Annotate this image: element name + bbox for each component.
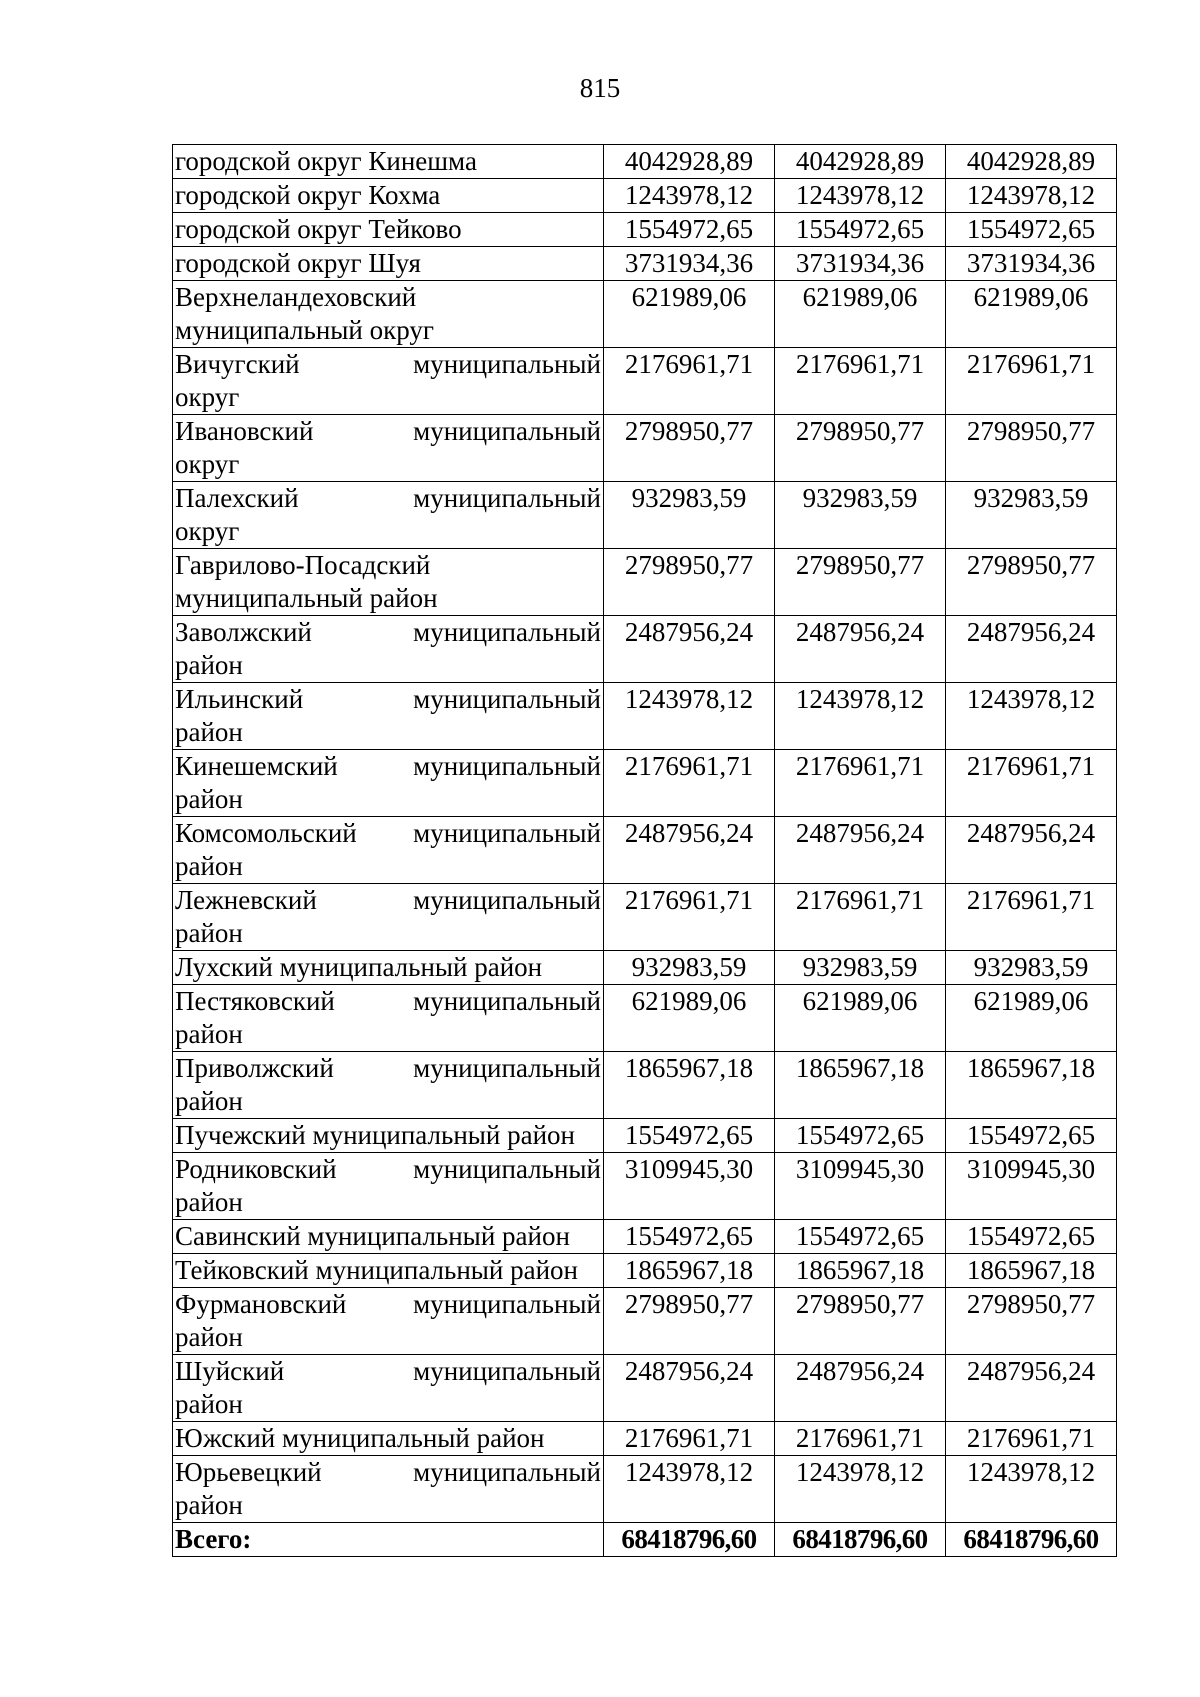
amount-cell: 2798950,77 <box>775 415 946 482</box>
municipality-name-cell: городской округ Кинешма <box>173 145 604 179</box>
amount-cell: 1243978,12 <box>946 683 1117 750</box>
amount-cell: 1243978,12 <box>946 1456 1117 1523</box>
name-line: район <box>175 918 243 948</box>
amount-cell: 2487956,24 <box>946 1355 1117 1422</box>
amount-cell: 2798950,77 <box>946 1288 1117 1355</box>
total-amount-cell: 68418796,60 <box>946 1523 1117 1557</box>
amount-cell: 2798950,77 <box>604 1288 775 1355</box>
table-row <box>173 616 1117 683</box>
name-word: муниципальный <box>413 751 601 781</box>
amount-cell: 2487956,24 <box>604 616 775 683</box>
table-row <box>173 1422 1117 1456</box>
amount-cell: 2176961,71 <box>946 750 1117 817</box>
amount-cell: 3109945,30 <box>946 1153 1117 1220</box>
allocation-table <box>172 144 1117 1557</box>
amount-cell: 4042928,89 <box>604 145 775 179</box>
amount-cell: 1554972,65 <box>946 213 1117 247</box>
name-word: муниципальный <box>413 617 601 647</box>
name-word: Родниковский <box>175 1154 337 1184</box>
page-number: 815 <box>579 73 621 103</box>
municipality-name-cell <box>173 1355 604 1422</box>
name-line: муниципальный район <box>175 583 438 613</box>
municipality-name-cell: Южский муниципальный район <box>173 1422 604 1456</box>
table-row <box>173 213 1117 247</box>
municipality-name-cell <box>173 348 604 415</box>
name-line <box>175 482 601 515</box>
amount-cell: 932983,59 <box>946 482 1117 549</box>
municipality-name-cell <box>173 1456 604 1523</box>
name-line <box>175 415 601 448</box>
amount-cell: 2487956,24 <box>946 817 1117 884</box>
municipality-name-cell <box>173 1288 604 1355</box>
name-line: район <box>175 784 243 814</box>
name-word: муниципальный <box>413 349 601 379</box>
municipality-name-cell <box>173 750 604 817</box>
amount-cell: 621989,06 <box>775 985 946 1052</box>
name-line: округ <box>175 516 240 546</box>
amount-cell: 621989,06 <box>946 281 1117 348</box>
name-line <box>175 985 601 1018</box>
name-word: Заволжский <box>175 617 312 647</box>
name-word: Фурмановский <box>175 1289 347 1319</box>
name-line: округ <box>175 449 240 479</box>
table-row <box>173 482 1117 549</box>
amount-cell: 2176961,71 <box>604 1422 775 1456</box>
amount-cell: 1554972,65 <box>775 213 946 247</box>
name-word: муниципальный <box>413 1356 601 1386</box>
municipality-name-cell <box>173 985 604 1052</box>
amount-cell: 1865967,18 <box>604 1254 775 1288</box>
amount-cell: 1243978,12 <box>604 1456 775 1523</box>
amount-cell: 1554972,65 <box>604 213 775 247</box>
name-line: район <box>175 1322 243 1352</box>
name-word: муниципальный <box>413 416 601 446</box>
amount-cell: 1865967,18 <box>604 1052 775 1119</box>
name-line: Гаврилово-Посадский <box>175 550 431 580</box>
total-row <box>173 1523 1117 1557</box>
name-line <box>175 1288 601 1321</box>
municipality-name-cell <box>173 817 604 884</box>
amount-cell: 621989,06 <box>946 985 1117 1052</box>
name-line: район <box>175 1389 243 1419</box>
amount-cell: 4042928,89 <box>946 145 1117 179</box>
amount-cell: 2176961,71 <box>604 750 775 817</box>
name-line <box>175 1456 601 1489</box>
name-line: район <box>175 851 243 881</box>
name-word: муниципальный <box>413 986 601 1016</box>
amount-cell: 2176961,71 <box>604 884 775 951</box>
amount-cell: 1243978,12 <box>604 179 775 213</box>
name-word: Комсомольский <box>175 818 357 848</box>
amount-cell: 2798950,77 <box>604 549 775 616</box>
name-word: Шуйский <box>175 1356 285 1386</box>
name-line: район <box>175 1490 243 1520</box>
amount-cell: 2798950,77 <box>775 549 946 616</box>
municipality-name-cell: Савинский муниципальный район <box>173 1220 604 1254</box>
table-row <box>173 884 1117 951</box>
name-word: Юрьевецкий <box>175 1457 322 1487</box>
table-row <box>173 1355 1117 1422</box>
amount-cell: 2487956,24 <box>946 616 1117 683</box>
amount-cell: 1554972,65 <box>775 1119 946 1153</box>
table-row <box>173 951 1117 985</box>
name-line <box>175 1052 601 1085</box>
name-word: Ивановский <box>175 416 314 446</box>
amount-cell: 2487956,24 <box>775 1355 946 1422</box>
municipality-name-cell <box>173 549 604 616</box>
municipality-name-cell <box>173 884 604 951</box>
municipality-name-cell: Лухский муниципальный район <box>173 951 604 985</box>
municipality-name-cell: городской округ Кохма <box>173 179 604 213</box>
amount-cell: 932983,59 <box>604 951 775 985</box>
name-line: Верхнеландеховский <box>175 282 417 312</box>
amount-cell: 1243978,12 <box>775 179 946 213</box>
amount-cell: 621989,06 <box>604 985 775 1052</box>
name-word: муниципальный <box>413 1154 601 1184</box>
amount-cell: 2176961,71 <box>775 750 946 817</box>
amount-cell: 3731934,36 <box>604 247 775 281</box>
amount-cell: 2487956,24 <box>604 1355 775 1422</box>
amount-cell: 3109945,30 <box>775 1153 946 1220</box>
amount-cell: 2176961,71 <box>604 348 775 415</box>
amount-cell: 1243978,12 <box>604 683 775 750</box>
amount-cell: 621989,06 <box>604 281 775 348</box>
amount-cell: 1554972,65 <box>775 1220 946 1254</box>
amount-cell: 2176961,71 <box>946 1422 1117 1456</box>
table-row <box>173 247 1117 281</box>
table-row <box>173 1220 1117 1254</box>
name-word: муниципальный <box>413 885 601 915</box>
name-line: округ <box>175 382 240 412</box>
amount-cell: 932983,59 <box>775 951 946 985</box>
name-word: Палехский <box>175 483 299 513</box>
name-line <box>175 348 601 381</box>
table-row <box>173 750 1117 817</box>
name-word: муниципальный <box>413 1053 601 1083</box>
municipality-name-cell: Пучежский муниципальный район <box>173 1119 604 1153</box>
municipality-name-cell <box>173 616 604 683</box>
table-row <box>173 415 1117 482</box>
amount-cell: 3731934,36 <box>775 247 946 281</box>
amount-cell: 2176961,71 <box>946 348 1117 415</box>
amount-cell: 4042928,89 <box>775 145 946 179</box>
amount-cell: 621989,06 <box>775 281 946 348</box>
table-row <box>173 1153 1117 1220</box>
name-line: район <box>175 650 243 680</box>
amount-cell: 1865967,18 <box>775 1254 946 1288</box>
name-word: Приволжский <box>175 1053 334 1083</box>
total-amount-cell: 68418796,60 <box>775 1523 946 1557</box>
name-line <box>175 750 601 783</box>
name-word: Кинешемский <box>175 751 338 781</box>
name-word: Ильинский <box>175 684 304 714</box>
amount-cell: 1554972,65 <box>604 1220 775 1254</box>
amount-cell: 932983,59 <box>604 482 775 549</box>
amount-cell: 2176961,71 <box>775 1422 946 1456</box>
table-row <box>173 1456 1117 1523</box>
table-row <box>173 683 1117 750</box>
amount-cell: 1554972,65 <box>604 1119 775 1153</box>
amount-cell: 932983,59 <box>946 951 1117 985</box>
municipality-name-cell <box>173 415 604 482</box>
table-row <box>173 179 1117 213</box>
name-line <box>175 817 601 850</box>
amount-cell: 2487956,24 <box>604 817 775 884</box>
amount-cell: 3731934,36 <box>946 247 1117 281</box>
municipality-name-cell: Тейковский муниципальный район <box>173 1254 604 1288</box>
table-row <box>173 1254 1117 1288</box>
amount-cell: 1243978,12 <box>946 179 1117 213</box>
municipality-name-cell: городской округ Шуя <box>173 247 604 281</box>
table-row <box>173 985 1117 1052</box>
amount-cell: 2798950,77 <box>604 415 775 482</box>
table-row <box>173 1052 1117 1119</box>
table-body <box>173 145 1117 1557</box>
total-amount-cell: 68418796,60 <box>604 1523 775 1557</box>
name-line <box>175 1355 601 1388</box>
amount-cell: 2176961,71 <box>775 348 946 415</box>
amount-cell: 2176961,71 <box>775 884 946 951</box>
name-word: муниципальный <box>413 483 601 513</box>
name-line: район <box>175 717 243 747</box>
name-line <box>175 683 601 716</box>
amount-cell: 2798950,77 <box>946 415 1117 482</box>
municipality-name-cell <box>173 683 604 750</box>
table-row <box>173 817 1117 884</box>
name-line <box>175 884 601 917</box>
name-word: Лежневский <box>175 885 317 915</box>
name-word: муниципальный <box>413 684 601 714</box>
table-row <box>173 281 1117 348</box>
municipality-name-cell <box>173 1052 604 1119</box>
amount-cell: 1554972,65 <box>946 1220 1117 1254</box>
amount-cell: 1243978,12 <box>775 1456 946 1523</box>
municipality-name-cell <box>173 482 604 549</box>
amount-cell: 2798950,77 <box>946 549 1117 616</box>
amount-cell: 2798950,77 <box>775 1288 946 1355</box>
amount-cell: 2487956,24 <box>775 817 946 884</box>
name-word: Пестяковский <box>175 986 335 1016</box>
name-line <box>175 616 601 649</box>
table-row <box>173 348 1117 415</box>
municipality-name-cell: городской округ Тейково <box>173 213 604 247</box>
amount-cell: 2487956,24 <box>775 616 946 683</box>
name-line: район <box>175 1019 243 1049</box>
name-word: муниципальный <box>413 818 601 848</box>
municipality-name-cell <box>173 281 604 348</box>
name-word: муниципальный <box>413 1457 601 1487</box>
municipality-name-cell <box>173 1153 604 1220</box>
name-line: район <box>175 1187 243 1217</box>
name-line: район <box>175 1086 243 1116</box>
amount-cell: 1865967,18 <box>946 1052 1117 1119</box>
amount-cell: 1865967,18 <box>775 1052 946 1119</box>
amount-cell: 1243978,12 <box>775 683 946 750</box>
table-row <box>173 549 1117 616</box>
name-word: Вичугский <box>175 349 300 379</box>
name-word: муниципальный <box>413 1289 601 1319</box>
name-line <box>175 1153 601 1186</box>
table-row <box>173 145 1117 179</box>
amount-cell: 3109945,30 <box>604 1153 775 1220</box>
amount-cell: 932983,59 <box>775 482 946 549</box>
amount-cell: 1865967,18 <box>946 1254 1117 1288</box>
total-label: Всего: <box>173 1523 604 1557</box>
amount-cell: 1554972,65 <box>946 1119 1117 1153</box>
table-row <box>173 1119 1117 1153</box>
name-line: муниципальный округ <box>175 315 434 345</box>
table-row <box>173 1288 1117 1355</box>
amount-cell: 2176961,71 <box>946 884 1117 951</box>
